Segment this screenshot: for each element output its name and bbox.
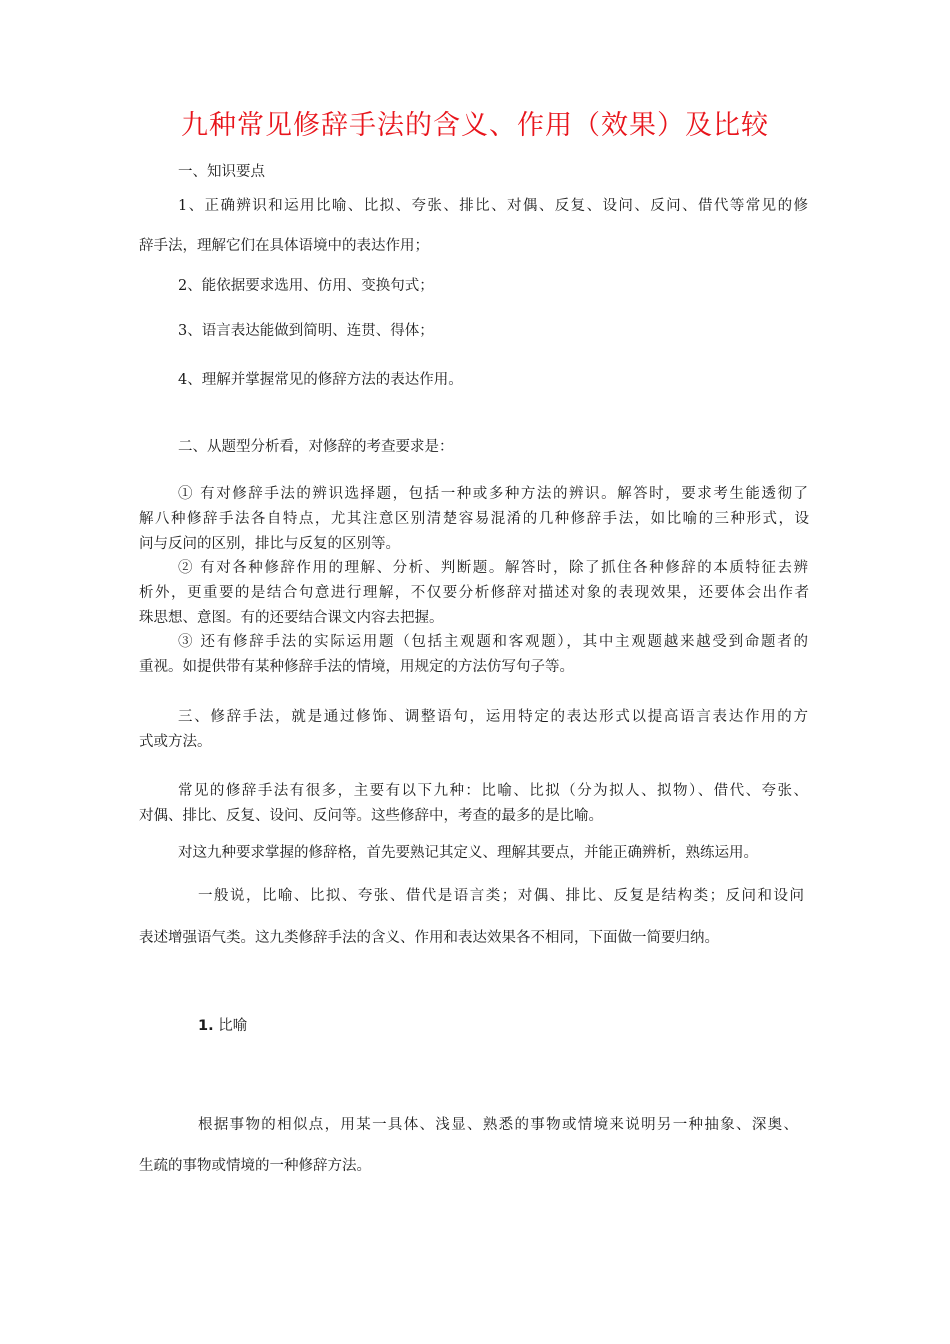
section4-heading [198, 1016, 247, 1036]
section2-p2-line3: 珠思想、意图。有的还要结合课文内容去把握。 [139, 610, 444, 626]
section2-p1-line2: 解八种修辞手法各自特点，尤其注意区别清楚容易混淆的几种修辞手法，如比喻的三种形式，设 [139, 511, 809, 527]
section1-item1-line2: 辞手法，理解它们在具体语境中的表达作用； [139, 238, 429, 254]
section2-p2-line1: ② 有对各种修辞作用的理解、分析、判断题。解答时，除了抓住各种修辞的本质特征去辨 [178, 560, 808, 576]
section1-item3: 3、语言表达能做到简明、连贯、得体； [178, 323, 434, 339]
section1-item4: 4、理解并掌握常见的修辞方法的表达作用。 [178, 372, 463, 388]
section1-item2: 2、能依据要求选用、仿用、变换句式； [178, 278, 434, 294]
section4-definition-line1: 根据事物的相似点，用某一具体、浅显、熟悉的事物或情境来说明另一种抽象、深奥、 [198, 1117, 798, 1133]
page-title: 九种常见修辞手法的含义、作用（效果）及比较 [181, 110, 769, 141]
section1-item1-line1: 1、正确辨识和运用比喻、比拟、夸张、排比、对偶、反复、设问、反问、借代等常见的修 [178, 198, 808, 214]
section4-heading-text: 比喻 [218, 1018, 248, 1034]
section3-p2-line2: 对偶、排比、反复、设问、反问等。这些修辞中，考查的最多的是比喻。 [139, 808, 603, 824]
section2-p3-line1: ③ 还有修辞手法的实际运用题（包括主观题和客观题），其中主观题越来越受到命题者的 [178, 634, 808, 650]
section2-p2-line2: 析外，更重要的是结合句意进行理解，不仅要分析修辞对描述对象的表现效果，还要体会出作者 [139, 585, 809, 601]
section4-definition-line2: 生疏的事物或情境的一种修辞方法。 [139, 1158, 371, 1174]
section3-line2: 式或方法。 [139, 734, 212, 750]
section3-p4-line2: 表述增强语气类。这九类修辞手法的含义、作用和表达效果各不相同，下面做一简要归纳。 [139, 930, 719, 946]
section2-p3-line2: 重视。如提供带有某种修辞手法的情境，用规定的方法仿写句子等。 [139, 659, 574, 675]
section2-p1-line3: 问与反问的区别，排比与反复的区别等。 [139, 536, 400, 552]
section3-p2-line1: 常见的修辞手法有很多，主要有以下九种：比喻、比拟（分为拟人、拟物）、借代、夸张、 [178, 783, 808, 799]
section3-line1: 三、修辞手法，就是通过修饰、调整语句，运用特定的表达形式以提高语言表达作用的方 [178, 709, 808, 725]
section4-heading-number: 1. [198, 1018, 214, 1034]
section2-heading: 二、从题型分析看，对修辞的考查要求是： [178, 439, 454, 455]
section3-p3: 对这九种要求掌握的修辞格，首先要熟记其定义、理解其要点，并能正确辨析，熟练运用。 [178, 845, 758, 861]
section3-p4-line1: 一般说，比喻、比拟、夸张、借代是语言类；对偶、排比、反复是结构类；反问和设问 [198, 888, 804, 904]
section2-p1-line1: ① 有对修辞手法的辨识选择题，包括一种或多种方法的辨识。解答时，要求考生能透彻了 [178, 486, 808, 502]
section1-heading: 一、知识要点 [178, 164, 265, 180]
